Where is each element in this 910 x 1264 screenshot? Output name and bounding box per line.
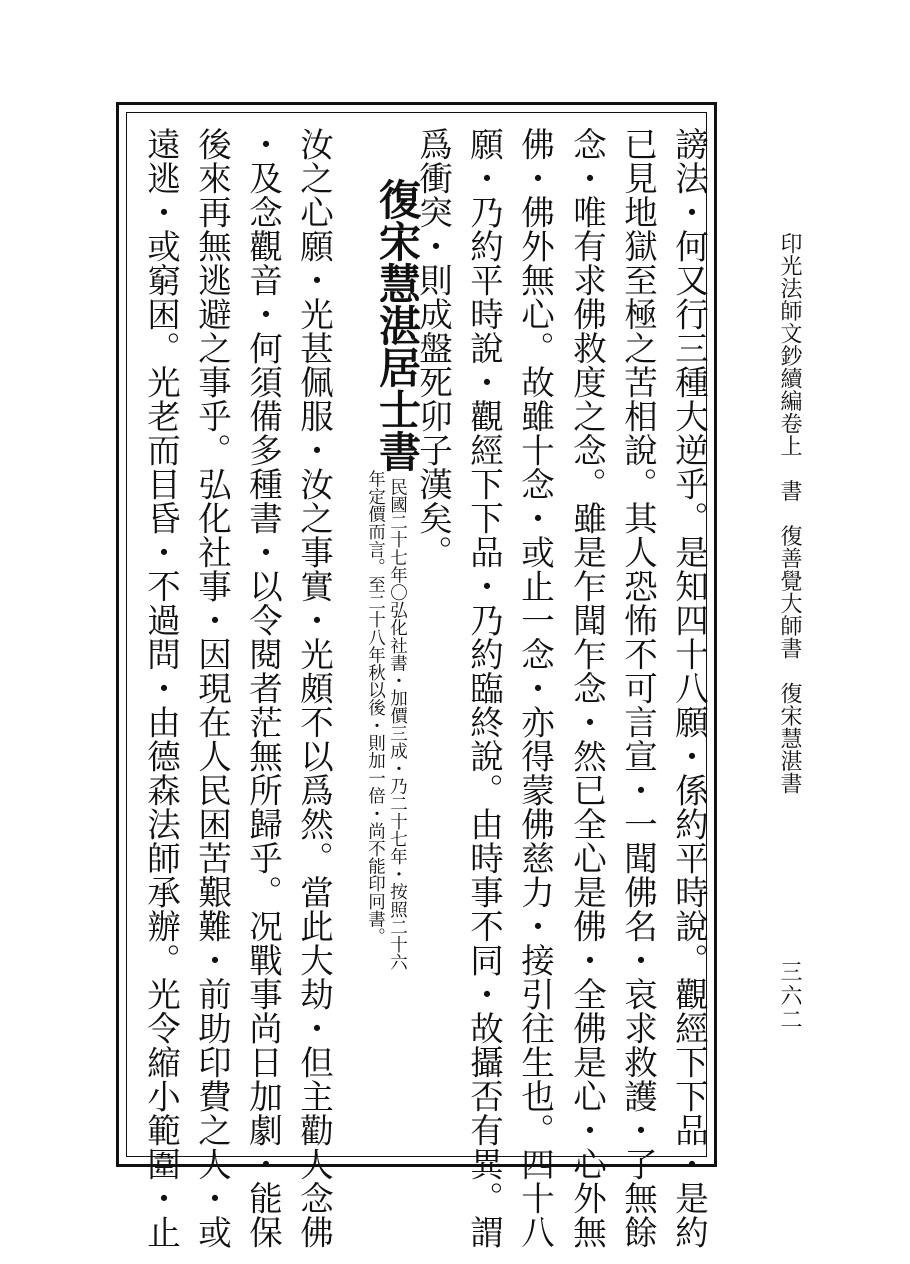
letter-body-column: 汝之心願・光甚佩服・汝之事實・光頗不以爲然。當此大劫・但主勸人念佛 [294, 127, 334, 1249]
text-column: 念・唯有求佛救度之念。雖是乍聞乍念・然已全心是佛・全佛是心・心外無 [567, 127, 607, 1249]
text-column: 爲衝突・則成盤死卯子漢矣。 [413, 127, 453, 569]
text-column: 已見地獄至極之苦相說。其人恐怖不可言宣・一聞佛名・哀求救護・了無餘 [618, 127, 658, 1249]
letter-body-column: 後來再無逃避之事乎。弘化社事・因現在人民困苦艱難・前助印費之人・或 [192, 127, 232, 1249]
letter-title: 復宋慧湛居士書 [373, 178, 422, 472]
letter-body-column: ・及念觀音・何須備多種書・以令閱者茫無所歸乎。况戰事尚日加劇・能保 [243, 127, 283, 1249]
letter-body-column: 遠逃・或窮困。光老而目昏・不過問・由德森法師承辦。光令縮小範圍・止 [141, 127, 181, 1249]
text-column: 願・乃約平時說・觀經下下品・乃約臨終說。由時事不同・故攝否有異。謂 [464, 127, 504, 1249]
page-number: 三六二 [777, 960, 802, 1032]
running-header: 印光法師文鈔續編卷上 書 復善覺大師書 復宋慧湛書 [777, 232, 802, 795]
text-column: 佛・佛外無心。故雖十念・或止一念・亦得蒙佛慈力・接引往生也。四十八 [515, 127, 555, 1249]
letter-note-line: 民國二十七年〇弘化社書・加價三成・乃二十七年・按照二十六 [387, 478, 408, 971]
letter-note-line: 年定價而言。至二十八年秋以後・則加一倍・尚不能印冋書。 [365, 470, 386, 946]
text-column: 謗法・何又行三種大逆乎。是知四十八願・係約平時說。觀經下下品・是約 [669, 127, 709, 1249]
